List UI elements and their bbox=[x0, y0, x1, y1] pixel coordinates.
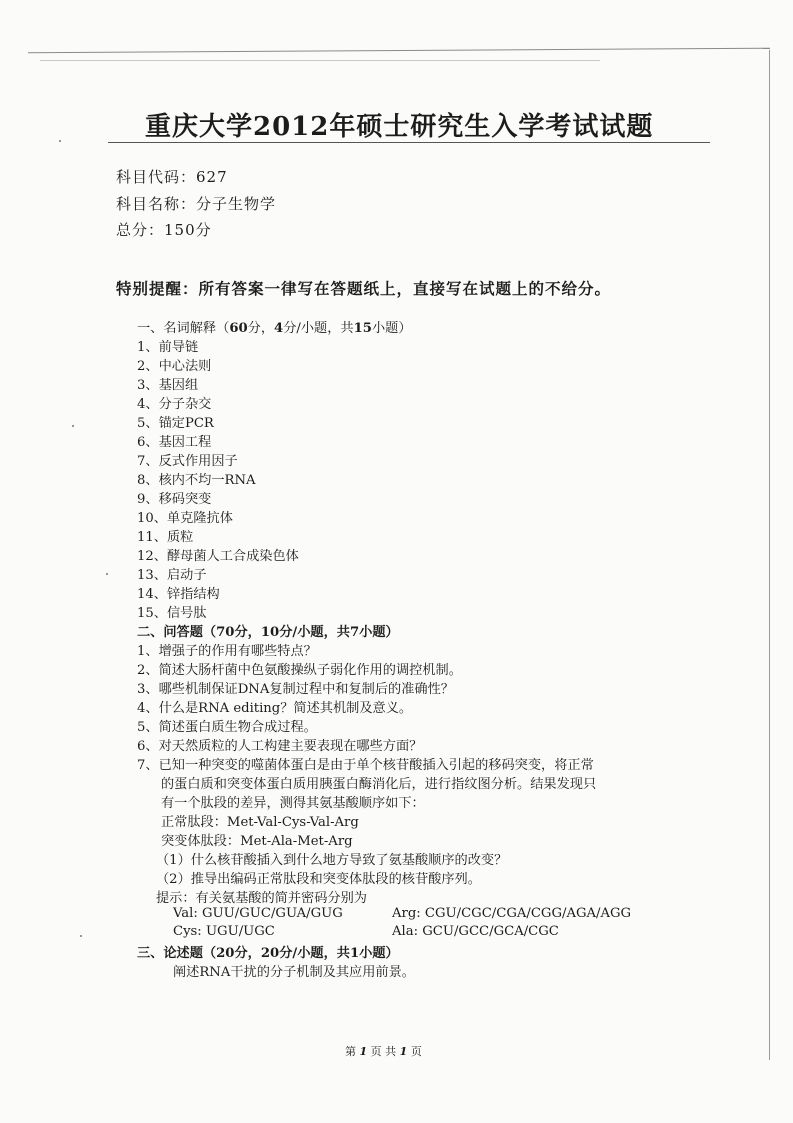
codon-hint: 提示：有关氨基酸的简并密码分别为 bbox=[156, 891, 367, 906]
term-item: 3、基因组 bbox=[137, 378, 199, 393]
question-item: 3、哪些机制保证DNA复制过程中和复制后的准确性？ bbox=[137, 682, 454, 697]
question-item: 2、简述大肠杆菌中色氨酸操纵子弱化作用的调控机制。 bbox=[137, 663, 462, 678]
codon-cys: Cys: UGU/UGC bbox=[173, 924, 275, 939]
section3-heading: 三、论述题（20分，20分/小题，共1小题） bbox=[137, 946, 399, 961]
subject-name: 科目名称：分子生物学 bbox=[116, 195, 277, 213]
question-item: 1、增强子的作用有哪些特点？ bbox=[137, 644, 317, 659]
scan-border-top bbox=[28, 48, 770, 54]
term-item: 2、中心法则 bbox=[137, 359, 212, 374]
term-item: 12、酵母菌人工合成染色体 bbox=[137, 549, 299, 564]
page-number: 1 bbox=[359, 1045, 368, 1058]
question-item: 6、对天然质粒的人工构建主要表现在哪些方面？ bbox=[137, 739, 423, 754]
term-item: 5、锚定PCR bbox=[137, 416, 214, 431]
subject-code: 科目代码：627 bbox=[116, 168, 228, 186]
scan-speck bbox=[106, 573, 108, 575]
page-footer: 第 1 页 共 1 页 bbox=[345, 1045, 422, 1058]
term-item: 13、启动子 bbox=[137, 568, 207, 583]
scan-border-right bbox=[769, 50, 770, 1060]
mutant-peptide: 突变体肽段：Met-Ala-Met-Arg bbox=[161, 834, 353, 849]
scan-speck bbox=[59, 140, 61, 142]
essay-question: 阐述RNA干扰的分子机制及其应用前景。 bbox=[173, 965, 415, 980]
exam-title: 重庆大学2012年硕士研究生入学考试试题 bbox=[145, 112, 654, 142]
term-item: 15、信号肽 bbox=[137, 606, 207, 621]
term-item: 8、核内不均一RNA bbox=[137, 473, 256, 488]
term-item: 7、反式作用因子 bbox=[137, 454, 238, 469]
page-total: 1 bbox=[399, 1045, 408, 1058]
question7-continuation: 的蛋白质和突变体蛋白质用胰蛋白酶消化后，进行指纹图分析。结果发现只 bbox=[161, 777, 597, 792]
term-item: 9、移码突变 bbox=[137, 492, 212, 507]
section2-heading: 二、问答题（70分，10分/小题，共7小题） bbox=[137, 625, 399, 640]
term-item: 10、单克隆抗体 bbox=[137, 511, 233, 526]
term-item: 6、基因工程 bbox=[137, 435, 212, 450]
codon-arg: Arg: CGU/CGC/CGA/CGG/AGA/AGG bbox=[392, 906, 632, 921]
normal-peptide: 正常肽段：Met-Val-Cys-Val-Arg bbox=[161, 815, 359, 830]
subquestion-1: （1）什么核苷酸插入到什么地方导致了氨基酸顺序的改变？ bbox=[156, 853, 508, 868]
question7-continuation: 有一个肽段的差异，测得其氨基酸顺序如下： bbox=[161, 796, 425, 811]
title-underline bbox=[108, 142, 710, 143]
subquestion-2: （2）推导出编码正常肽段和突变体肽段的核苷酸序列。 bbox=[156, 872, 481, 887]
question-item: 5、简述蛋白质生物合成过程。 bbox=[137, 720, 317, 735]
term-item: 4、分子杂交 bbox=[137, 397, 212, 412]
question-item: 7、已知一种突变的噬菌体蛋白是由于单个核苷酸插入引起的移码突变，将正常 bbox=[137, 758, 594, 773]
term-item: 11、质粒 bbox=[137, 530, 194, 545]
question-item: 4、什么是RNA editing？简述其机制及意义。 bbox=[137, 701, 413, 716]
scan-speck bbox=[80, 935, 82, 937]
total-score: 总分：150分 bbox=[116, 221, 212, 239]
codon-ala: Ala: GCU/GCC/GCA/CGC bbox=[392, 924, 559, 939]
codon-val: Val: GUU/GUC/GUA/GUG bbox=[173, 906, 343, 921]
special-notice: 特别提醒：所有答案一律写在答题纸上，直接写在试题上的不给分。 bbox=[116, 279, 612, 298]
term-item: 1、前导链 bbox=[137, 340, 199, 355]
section1-heading: 一、名词解释（60分，4分/小题，共15小题） bbox=[137, 321, 412, 336]
term-item: 14、锌指结构 bbox=[137, 587, 220, 602]
scan-speck bbox=[72, 425, 74, 427]
scan-border-top-faint bbox=[40, 60, 600, 61]
